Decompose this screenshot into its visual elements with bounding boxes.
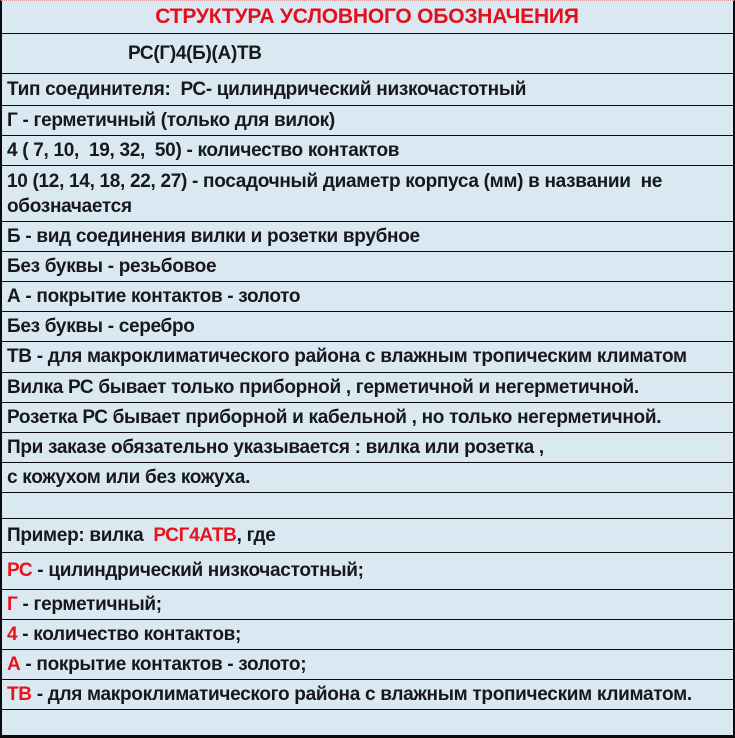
climate-tv-row bbox=[2, 342, 733, 372]
page-title: СТРУКТУРА УСЛОВНОГО ОБОЗНАЧЕНИЯ bbox=[155, 5, 579, 29]
text-segment: - покрытие контактов - золото; bbox=[20, 654, 307, 676]
text-segment: 4 ( 7, 10, 19, 32, 50) - количество контактов bbox=[7, 140, 400, 162]
example-intro-row bbox=[2, 519, 733, 553]
cell-text bbox=[7, 284, 300, 309]
hermetic-note-row bbox=[2, 106, 733, 136]
cell-text bbox=[7, 622, 241, 647]
example-4-row bbox=[2, 620, 733, 650]
cell-text bbox=[7, 169, 662, 219]
text-segment: Г - герметичный (только для вилок) bbox=[7, 110, 335, 131]
text-segment: , где bbox=[236, 524, 276, 546]
cell-text bbox=[7, 138, 399, 163]
example-g-row bbox=[2, 590, 733, 620]
text-segment: ТВ - для макроклиматического района с влажным тропическим климатом bbox=[7, 346, 687, 368]
contacts-count-row bbox=[2, 136, 733, 166]
text-segment: - для макроклиматического района с влажным тропическим климатом. bbox=[31, 684, 692, 706]
example-rs-row bbox=[2, 553, 733, 590]
text-segment: Тип соединителя: РС- цилиндрический низкочастотный bbox=[7, 78, 527, 100]
cell-text bbox=[7, 592, 162, 617]
table-title-row bbox=[2, 1, 733, 34]
socket-note-row bbox=[2, 403, 733, 433]
example-a-row bbox=[2, 650, 733, 680]
designation-code-highlight: Г bbox=[7, 593, 18, 615]
table-rows bbox=[2, 34, 733, 735]
spacer-row bbox=[2, 710, 733, 735]
spacer-row bbox=[2, 493, 733, 519]
text-segment: РС(Г)4(Б)(А)ТВ bbox=[128, 42, 262, 64]
designation-row bbox=[2, 34, 733, 74]
text-segment: с кожухом или без кожуха. bbox=[7, 466, 251, 488]
cell-text bbox=[128, 41, 262, 66]
cell-text bbox=[7, 682, 692, 707]
text-segment: Без буквы - серебро bbox=[7, 316, 195, 338]
cell-text bbox=[7, 523, 276, 548]
designation-code-highlight: РСГ4АТВ bbox=[153, 524, 237, 546]
text-segment: - количество контактов; bbox=[17, 623, 242, 645]
cell-text bbox=[7, 77, 526, 102]
text-segment: А - покрытие контактов - золото bbox=[7, 286, 301, 308]
cell-text bbox=[7, 254, 216, 279]
body-diameter-row bbox=[2, 166, 733, 222]
text-segment: При заказе обязательно указывается : вилка или розетка , bbox=[7, 436, 544, 458]
designation-code-highlight: ТВ bbox=[7, 684, 32, 706]
order-note-line1-row bbox=[2, 433, 733, 463]
cell-text bbox=[7, 435, 544, 460]
text-segment: 10 (12, 14, 18, 22, 27) - посадочный диаметр корпуса (мм) в названии не bbox=[7, 170, 663, 192]
text-segment: Розетка РС бывает приборной и кабельной , но только негерметичной. bbox=[7, 406, 662, 428]
cell-text bbox=[7, 108, 335, 133]
text-segment: Пример: вилка bbox=[7, 524, 154, 546]
cell-text bbox=[7, 465, 250, 490]
cell-text bbox=[7, 314, 195, 339]
text-segment: Вилка РС бывает только приборной , герметичной и негерметичной. bbox=[7, 376, 639, 398]
order-note-line2-row bbox=[2, 463, 733, 493]
text-segment: Б - вид соединения вилки и розетки врубное bbox=[7, 226, 420, 248]
plug-note-row bbox=[2, 373, 733, 403]
cell-text bbox=[7, 344, 687, 369]
no-letter-silver-row bbox=[2, 312, 733, 342]
example-tv-row bbox=[2, 680, 733, 710]
cell-text bbox=[7, 652, 306, 677]
text-segment: обозначается bbox=[7, 195, 132, 217]
connection-kind-row bbox=[2, 222, 733, 252]
connector-type-row bbox=[2, 74, 733, 106]
text-segment: Без буквы - резьбовое bbox=[7, 256, 217, 278]
text-segment: - цилиндрический низкочастотный; bbox=[32, 560, 364, 582]
no-letter-threaded-row bbox=[2, 252, 733, 282]
cell-text bbox=[7, 405, 661, 430]
designation-code-highlight: 4 bbox=[7, 623, 18, 645]
contacts-coating-gold-row bbox=[2, 282, 733, 312]
designation-code-highlight: РС bbox=[7, 560, 33, 582]
text-segment: - герметичный; bbox=[17, 593, 162, 615]
cell-text bbox=[7, 375, 639, 400]
designation-code-highlight: А bbox=[7, 654, 21, 676]
cell-text bbox=[7, 558, 364, 583]
cell-text bbox=[7, 224, 420, 249]
